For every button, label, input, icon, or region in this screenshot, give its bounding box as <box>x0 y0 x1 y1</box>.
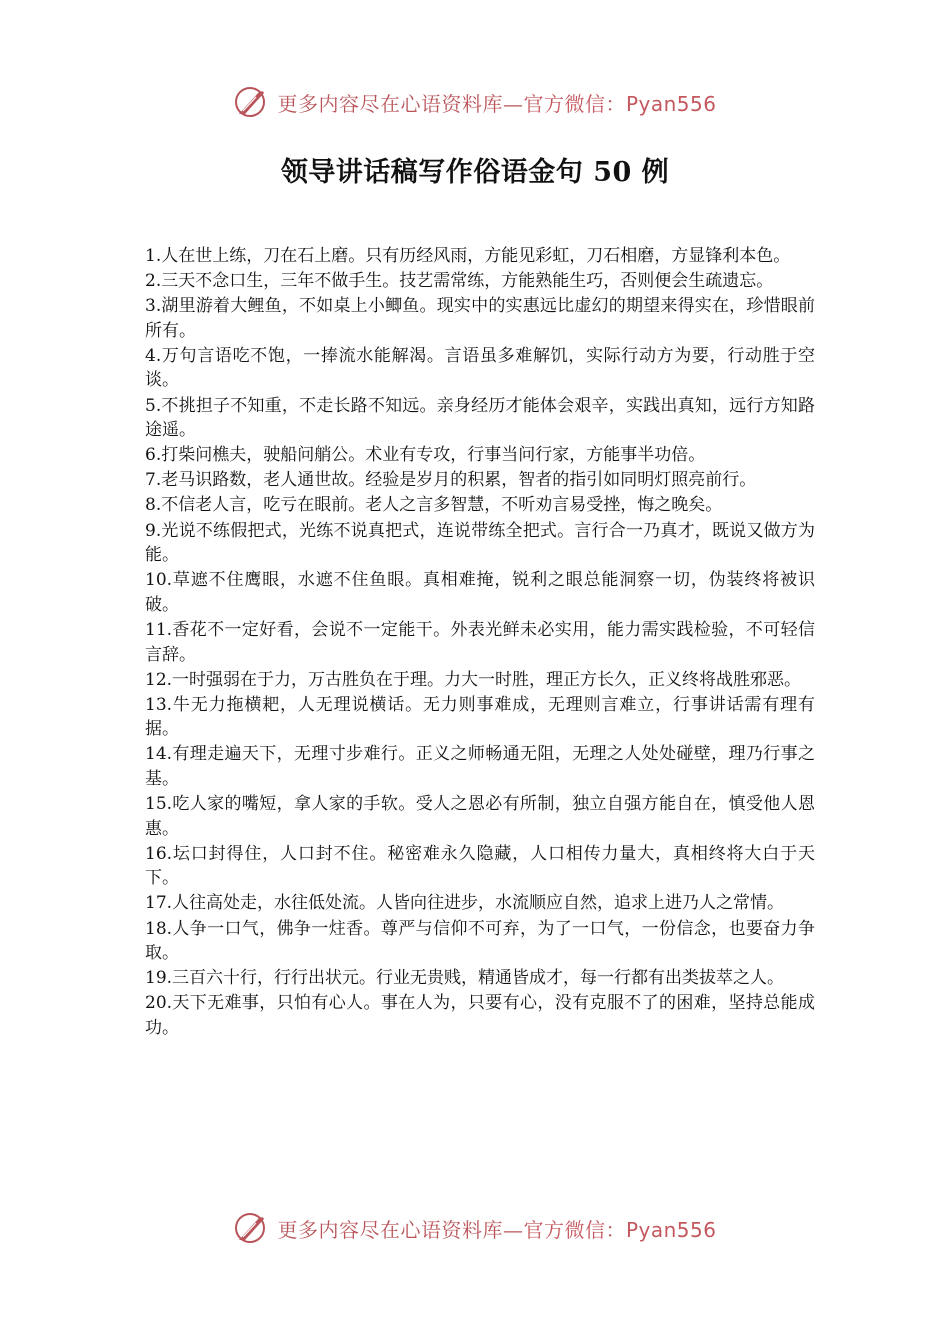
proverb-item: 1.人在世上练，刀在石上磨。只有历经风雨，方能见彩虹，刀石相磨，方显锋利本色。 <box>145 246 791 266</box>
proverb-item: 8.不信老人言，吃亏在眼前。老人之言多智慧，不听劝言易受挫，悔之晚矣。 <box>145 495 723 516</box>
proverb-item: 16.坛口封得住，人口封不住。秘密难永久隐藏，人口相传力量大，真相终将大白于天下。 <box>145 843 815 889</box>
quill-pen-logo-icon <box>233 1210 269 1246</box>
banner-wechat: 官方微信：Pyan556 <box>523 1217 717 1242</box>
banner-dash: — <box>502 91 524 116</box>
proverb-item: 6.打柴问樵夫，驶船问艄公。术业有专攻，行事当问行家，方能事半功倍。 <box>145 445 706 466</box>
header-watermark-banner <box>0 80 950 124</box>
proverb-item: 3.湖里游着大鲤鱼，不如桌上小鲫鱼。现实中的实惠远比虚幻的期望来得实在，珍惜眼前所有。 <box>145 296 815 341</box>
proverb-item: 12.一时强弱在于力，万古胜负在于理。力大一时胜，理正方长久，正义终将战胜邪恶。 <box>145 669 802 690</box>
proverb-item: 15.吃人家的嘴短，拿人家的手软。受人之恩必有所制，独立自强方能自在，慎受他人恩惠。 <box>145 794 815 839</box>
proverb-item: 5.不挑担子不知重，不走长路不知远。亲身经历才能体会艰辛，实践出真知，远行方知路途遥。 <box>145 395 815 441</box>
proverb-list <box>145 244 815 1041</box>
proverb-item: 19.三百六十行，行行出状元。行业无贵贱，精通皆成才，每一行都有出类拔萃之人。 <box>145 968 785 989</box>
banner-dash: — <box>502 1217 524 1242</box>
proverb-item: 4.万句言语吃不饱，一捧流水能解渴。言语虽多难解饥，实际行动方为要，行动胜于空谈。 <box>145 345 815 391</box>
proverb-item: 10.草遮不住鹰眼，水遮不住鱼眼。真相难掩，锐利之眼总能洞察一切，伪装终将被识破。 <box>145 570 815 615</box>
document-title: 领导讲话稿写作俗语金句 50 例 <box>280 157 670 188</box>
proverb-item: 2.三天不念口生，三年不做手生。技艺需常练，方能熟能生巧，否则便会生疏遗忘。 <box>145 271 774 292</box>
proverb-item: 7.老马识路数，老人通世故。经验是岁月的积累，智者的指引如同明灯照亮前行。 <box>145 470 757 491</box>
banner-text <box>277 1214 716 1243</box>
proverb-item: 9.光说不练假把式，光练不说真把式，连说带练全把式。言行合一乃真才，既说又做方为能。 <box>145 520 815 566</box>
proverb-item: 18.人争一口气，佛争一炷香。尊严与信仰不可弃，为了一口气，一份信念，也要奋力争取。 <box>145 918 815 964</box>
proverb-item: 14.有理走遍天下，无理寸步难行。正义之师畅通无阻，无理之人处处碰壁，理乃行事之基。 <box>145 744 815 789</box>
footer-watermark-banner <box>0 1206 950 1250</box>
quill-pen-logo-icon <box>233 84 269 120</box>
proverb-item: 11.香花不一定好看，会说不一定能干。外表光鲜未必实用，能力需实践检验，不可轻信言辞。 <box>145 619 815 665</box>
banner-site-name: 更多内容尽在心语资料库 <box>277 91 503 116</box>
proverb-item: 13.牛无力拖横耙，人无理说横话。无力则事难成，无理则言难立，行事讲话需有理有据。 <box>145 694 815 740</box>
proverb-item: 20.天下无难事，只怕有心人。事在人为，只要有心，没有克服不了的困难，坚持总能成功。 <box>145 993 815 1038</box>
banner-site-name: 更多内容尽在心语资料库 <box>277 1217 503 1242</box>
banner-wechat: 官方微信：Pyan556 <box>523 91 717 116</box>
proverb-item: 17.人往高处走，水往低处流。人皆向往进步，水流顺应自然，追求上进乃人之常情。 <box>145 893 785 914</box>
banner-text <box>277 88 716 117</box>
